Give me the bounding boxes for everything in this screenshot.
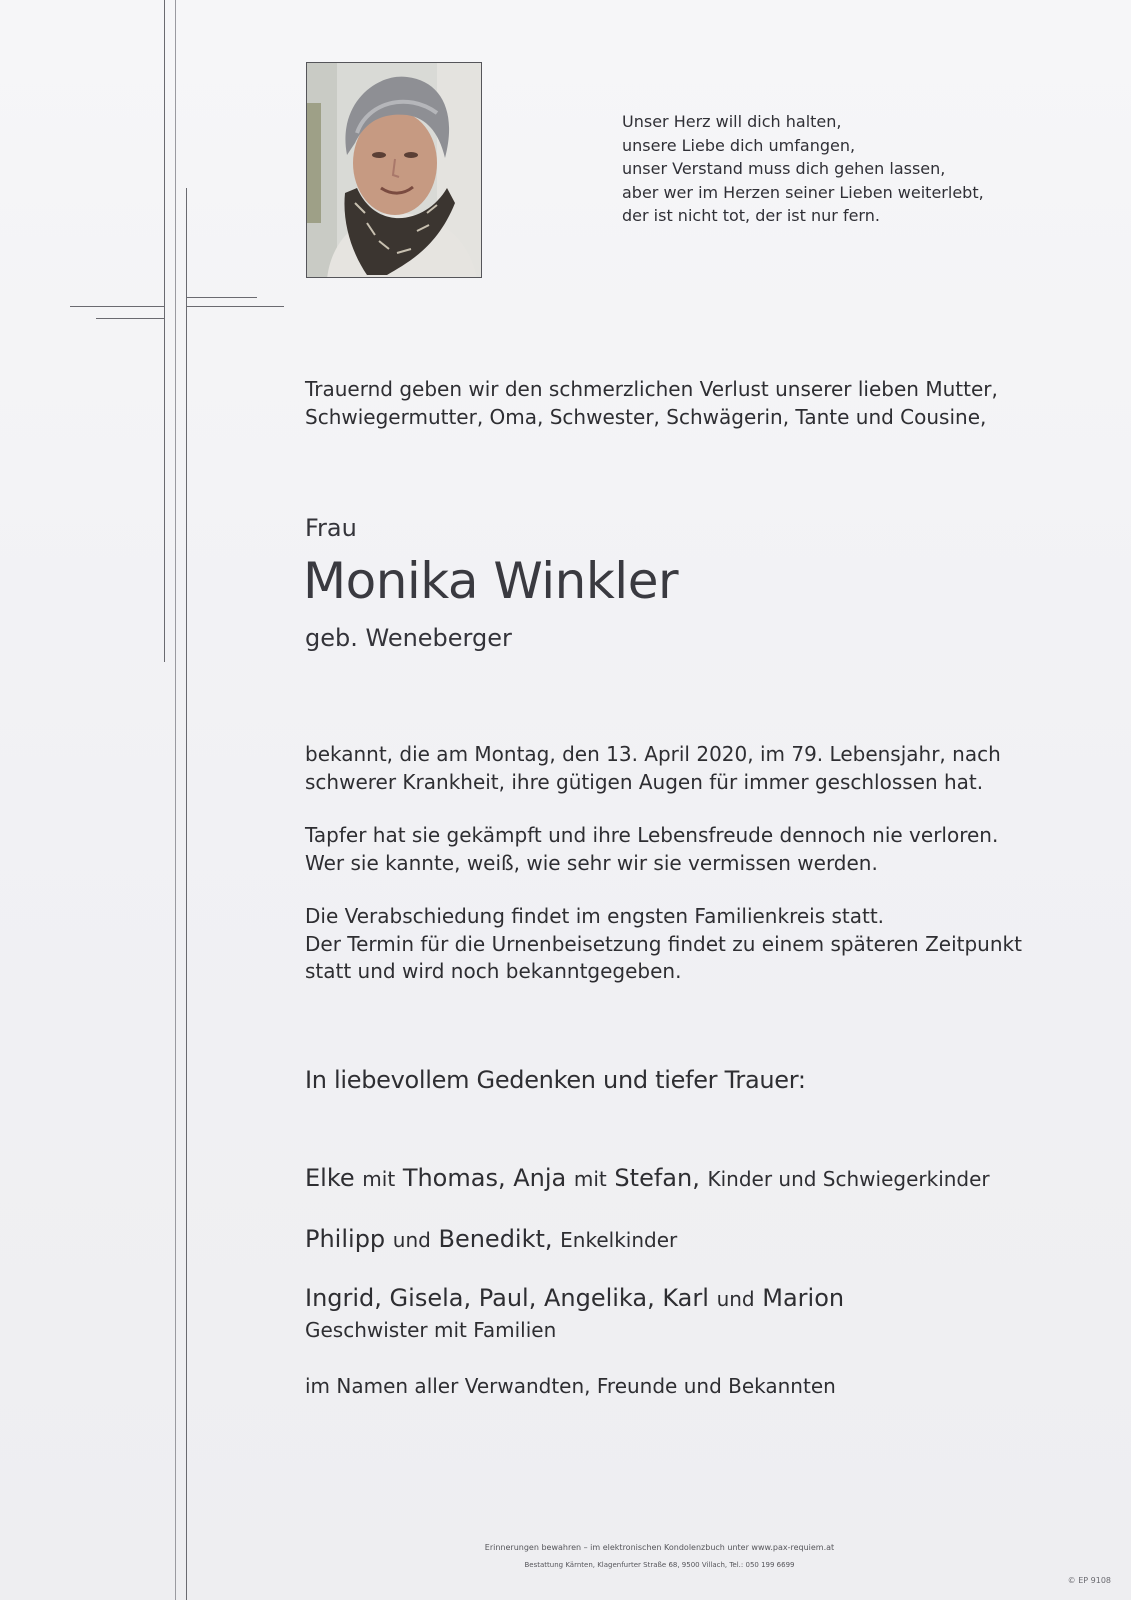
- intro-line: Schwiegermutter, Oma, Schwester, Schwägerin, Tante und Cousine,: [305, 404, 987, 429]
- quote-line: unsere Liebe dich umfangen,: [622, 135, 856, 155]
- intro-line: Trauernd geben wir den schmerzlichen Verlust unserer lieben Mutter,: [305, 377, 998, 401]
- family-siblings: [305, 1284, 844, 1312]
- family-relation: Enkelkinder: [560, 1228, 678, 1252]
- footer-condolence-note: [0, 1543, 1131, 1552]
- cross-horizontal-left-upper: [70, 306, 165, 307]
- family-grandchildren: [305, 1225, 677, 1253]
- cross-horizontal-right-lower: [187, 306, 284, 307]
- footer-text: Erinnerungen bewahren – im elektronischen Kondolenzbuch unter www.pax-requiem.at: [484, 1543, 835, 1552]
- portrait-illustration: [307, 63, 482, 278]
- quote-line: unser Verstand muss dich gehen lassen,: [622, 159, 946, 178]
- family-name: Benedikt,: [438, 1225, 553, 1253]
- quote-line: der ist nicht tot, der ist nur fern.: [622, 206, 880, 225]
- family-relation: Kinder und Schwiegerkinder: [707, 1167, 990, 1191]
- family-name: Elke: [305, 1164, 355, 1192]
- family-name: Anja: [513, 1164, 567, 1192]
- paragraph-line: bekannt, die am Montag, den 13. April 2020, im 79. Lebensjahr, nach: [305, 742, 1001, 766]
- family-name: Philipp: [305, 1225, 386, 1253]
- family-name: Marion: [762, 1284, 845, 1312]
- quote-line: Unser Herz will dich halten,: [622, 112, 842, 131]
- quote-line: aber wer im Herzen seiner Lieben weiterlebt,: [622, 182, 984, 202]
- paragraph-line: statt und wird noch bekanntgegeben.: [305, 959, 682, 983]
- paragraph-line: Die Verabschiedung findet im engsten Familienkreis statt.: [305, 904, 885, 928]
- memorial-quote: [622, 110, 1042, 228]
- footer-address: [0, 1561, 1131, 1569]
- cross-horizontal-right-upper: [187, 297, 257, 298]
- intro-text: [305, 376, 1065, 431]
- family-name: Stefan,: [614, 1164, 700, 1192]
- ceremony-paragraph: [305, 903, 1065, 986]
- paragraph-line: schwerer Krankheit, ihre gütigen Augen für immer geschlossen hat.: [305, 769, 984, 794]
- paragraph-line: Tapfer hat sie gekämpft und ihre Lebensfreude dennoch nie verloren.: [305, 823, 999, 847]
- salutation: Frau: [305, 514, 357, 542]
- closing-line: im Namen aller Verwandten, Freunde und Bekannten: [305, 1374, 836, 1398]
- portrait-photo: [306, 62, 482, 278]
- siblings-relation: Geschwister mit Familien: [305, 1318, 557, 1342]
- birth-name: geb. Weneberger: [305, 624, 512, 652]
- family-conjunction: mit: [362, 1167, 396, 1191]
- family-conjunction: und: [392, 1228, 431, 1252]
- footer-text: Bestattung Kärnten, Klagenfurter Straße 68, 9500 Villach, Tel.: 050 199 6699: [524, 1561, 795, 1569]
- family-conjunction: mit: [573, 1167, 607, 1191]
- paragraph-line: Der Termin für die Urnenbeisetzung findet zu einem späteren Zeitpunkt: [305, 931, 1022, 956]
- family-name: Thomas,: [402, 1164, 506, 1192]
- cross-horizontal-left-lower: [96, 318, 165, 319]
- deceased-name: Monika Winkler: [303, 552, 679, 610]
- cross-vertical-left-outer: [164, 0, 165, 662]
- page-margin-line: [175, 0, 176, 1600]
- mourning-heading: In liebevollem Gedenken und tiefer Trauer:: [305, 1066, 806, 1094]
- family-conjunction: und: [716, 1287, 755, 1311]
- cross-vertical-right: [186, 188, 187, 1600]
- family-names: Ingrid, Gisela, Paul, Angelika, Karl: [305, 1284, 709, 1312]
- family-children: [305, 1164, 990, 1192]
- print-code: © EP 9108: [1067, 1576, 1111, 1585]
- paragraph-line: Wer sie kannte, weiß, wie sehr wir sie vermissen werden.: [305, 850, 878, 875]
- tribute-paragraph: [305, 822, 1065, 877]
- announcement-paragraph: [305, 741, 1065, 796]
